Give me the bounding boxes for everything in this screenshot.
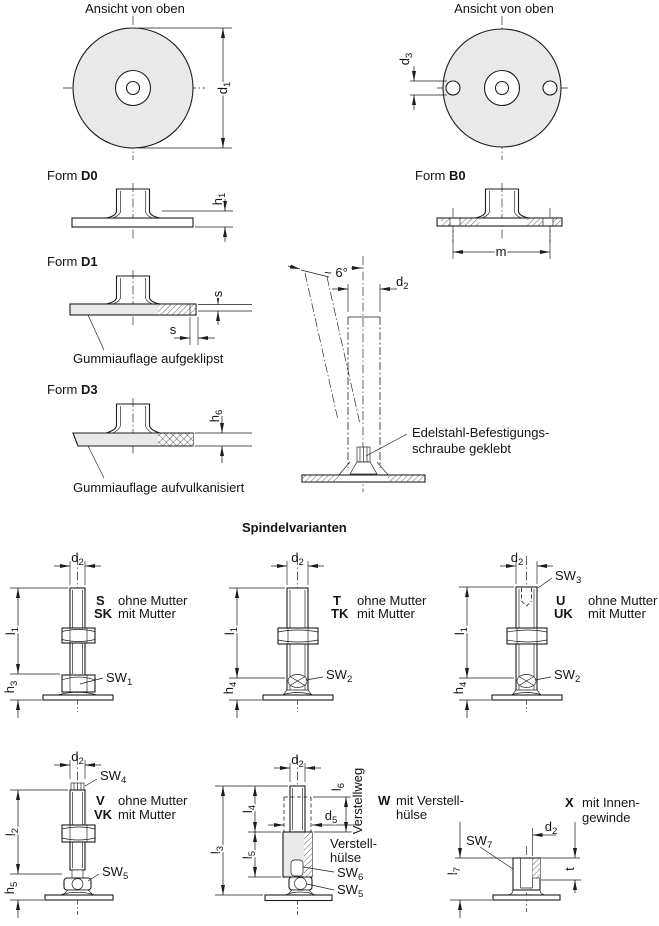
dim-label-h1: $h_1$ (210, 192, 228, 206)
variant-desc-tk: mit Mutter (357, 606, 415, 621)
dim-label-s-vertical: s (210, 290, 225, 298)
variant-desc-sk: mit Mutter (118, 606, 176, 621)
variant-desc-u: ohne Mutter (588, 593, 658, 608)
dim-label-sw4: $SW_4$ (100, 768, 127, 786)
dim-label-d2: $d_2$ (291, 550, 304, 568)
dim-label-d2: $d_2$ (291, 752, 304, 770)
foot-plate (43, 695, 113, 700)
variant-desc-w-line2: hülse (396, 807, 428, 822)
form-b0-section (415, 168, 562, 259)
ball-joint-nut (64, 878, 91, 890)
variant-w (208, 752, 464, 915)
dim-label-l1: $l_1$ (222, 626, 240, 636)
foot-plate (45, 895, 113, 900)
variant-code-tk: TK (331, 606, 349, 621)
variant-desc-t: ohne Mutter (357, 593, 427, 608)
base-plate (72, 218, 193, 227)
ball-joint-nut (289, 877, 312, 890)
dim-label-sw2: $SW_2$ (554, 667, 581, 685)
foot-plate (263, 695, 333, 700)
variant-s-sk (2, 550, 188, 718)
internal-thread-hatch (533, 859, 541, 879)
dim-label-l3: $l_3$ (208, 845, 226, 855)
form-d1-section (47, 254, 252, 366)
rubber-vulcanized-hatch (158, 434, 193, 446)
variant-code-v: V (96, 793, 105, 808)
note-rubber-vulcanized: Gummiauflage aufvulkanisiert (73, 480, 245, 495)
mounting-hole-right (543, 81, 557, 95)
dim-label-t: t (562, 867, 577, 871)
dim-label-d2: $d_2$ (71, 749, 84, 767)
top-view-right (397, 1, 568, 160)
dim-label-sw5: $SW_5$ (337, 882, 364, 900)
variant-code-s: S (96, 593, 105, 608)
view-title-left: Ansicht von oben (85, 1, 185, 16)
wrench-flat-sw6 (291, 860, 303, 876)
dim-label-l5: $l_5$ (240, 850, 258, 860)
dim-label-h5: $h_5$ (2, 881, 20, 895)
form-d0-section (47, 168, 233, 242)
dim-label-m: m (495, 244, 507, 259)
variant-code-t: T (333, 593, 341, 608)
note-glued-screw-line1: Edelstahl-Befestigungs- (412, 425, 550, 440)
variant-desc-w-line1: mit Verstell- (396, 793, 464, 808)
variant-desc-s: ohne Mutter (118, 593, 188, 608)
dim-label-s-horizontal: s (169, 322, 177, 337)
dim-label-d1: $d_1$ (215, 81, 233, 95)
form-label-b0: Form B0 (415, 168, 466, 183)
dim-label-d2: $d_2$ (544, 819, 558, 837)
dim-label-sw5: $SW_5$ (102, 864, 129, 882)
variant-code-uk: UK (554, 606, 573, 621)
top-view-left (63, 1, 233, 160)
dim-label-l7: $l_7$ (445, 866, 463, 876)
dim-label-h4: $h_4$ (221, 681, 239, 695)
variant-code-x: X (565, 795, 574, 810)
variant-t-tk (221, 550, 427, 718)
variant-x (445, 795, 640, 918)
foot-plate (492, 695, 562, 700)
form-label-d3: Form D3 (47, 382, 98, 397)
form-d3-section (47, 382, 252, 495)
dim-label-d2: $d_2$ (396, 274, 409, 292)
view-title-right: Ansicht von oben (454, 1, 554, 16)
variant-code-sk: SK (94, 606, 113, 621)
spindle-variants-heading: Spindelvarianten (242, 520, 347, 535)
dim-label-d5: $d_5$ (324, 808, 338, 826)
dim-label-sw7: $SW_7$ (466, 833, 493, 851)
variant-desc-x-line2: gewinde (582, 810, 631, 825)
sleeve-label-line1: Verstell- (330, 836, 377, 851)
dim-label-l6: $l_6$ (329, 782, 347, 792)
foot-plate (265, 895, 332, 901)
variant-code-u: U (556, 593, 566, 608)
dim-label-sw6: $SW_6$ (337, 865, 364, 883)
angle-label: ~ 6° (324, 265, 348, 280)
hex-nut (507, 628, 547, 644)
tilt-angle-figure (288, 256, 549, 492)
dim-label-h4: $h_4$ (451, 681, 469, 695)
dim-label-d2: $d_2$ (71, 550, 84, 568)
variant-desc-uk: mit Mutter (588, 606, 646, 621)
dim-label-h6: $h_6$ (207, 409, 225, 423)
hex-nut (62, 825, 95, 842)
variant-desc-vk: mit Mutter (118, 807, 176, 822)
center-hole (127, 82, 140, 95)
dim-label-d2: $d_2$ (510, 550, 524, 568)
verstellweg-label: Verstellweg (350, 767, 365, 835)
form-label-d1: Form D1 (47, 254, 98, 269)
dim-label-l4: $l_4$ (240, 804, 258, 814)
dim-label-l2: $l_2$ (3, 827, 21, 837)
foot-hex (62, 675, 95, 692)
variant-desc-v: ohne Mutter (118, 793, 188, 808)
dim-label-l1: $l_1$ (452, 626, 470, 636)
dim-label-sw2: $SW_2$ (326, 667, 353, 685)
note-rubber-clipped: Gummiauflage aufgeklipst (73, 351, 224, 366)
variant-code-vk: VK (94, 807, 113, 822)
variant-desc-x-line1: mit Innen- (582, 795, 640, 810)
dim-label-l1: $l_1$ (3, 626, 21, 636)
mounting-hole-left (446, 81, 460, 95)
note-glued-screw-line2: schraube geklebt (412, 441, 512, 456)
dim-label-sw3: $SW_3$ (555, 568, 582, 586)
dim-label-sw1: $SW_1$ (106, 670, 133, 688)
form-label-d0: Form D0 (47, 168, 98, 183)
dim-label-d3: $d_3$ (397, 52, 415, 66)
variant-code-w: W (378, 793, 391, 808)
variant-v-vk (2, 749, 188, 918)
variant-u-uk (451, 550, 658, 718)
sleeve-label-line2: hülse (330, 850, 362, 865)
hex-nut (278, 628, 318, 644)
dim-label-h3: $h_3$ (2, 680, 20, 694)
foot-plate (493, 895, 560, 900)
